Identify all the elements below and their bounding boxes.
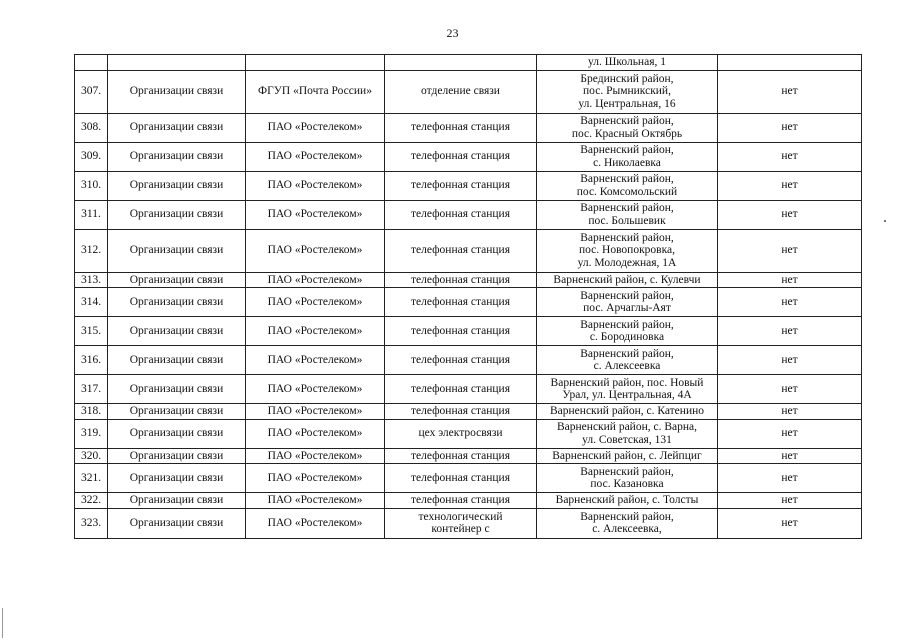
table-row [75,375,862,404]
cell-address-line: Варненский район, с. Варна, [557,421,697,433]
cell-org: ПАО «Ростелеком» [246,448,385,464]
cell-address-line: ул. Центральная, 16 [578,97,676,110]
cell-object: телефонная станция [385,288,537,317]
cell-category: Организации связи [108,171,246,200]
cell-address-line: Варненский район, [580,144,674,156]
cell-address-line: с. Алексеевка, [592,523,662,535]
cell-address [537,464,718,493]
cell-num: 318. [75,404,108,420]
table-row [75,200,862,229]
cell-num: 316. [75,346,108,375]
table-row-continuation [75,55,862,71]
scan-speck [884,220,886,222]
cell-category: Организации связи [108,404,246,420]
cell-num: 319. [75,419,108,448]
cell-object [385,508,537,538]
cell-org: ПАО «Ростелеком» [246,419,385,448]
cell-object: телефонная станция [385,200,537,229]
cell-address-line: с. Алексеевка [593,360,661,372]
cell-category: Организации связи [108,346,246,375]
cell-org: ПАО «Ростелеком» [246,404,385,420]
cell-category: Организации связи [108,229,246,272]
cell-status: нет [718,448,862,464]
cell-num: 307. [75,70,108,113]
cell-address [537,171,718,200]
cell-address-line: Урал, ул. Центральная, 4А [562,389,692,401]
cell-address-line: Варненский район, с. Кулевчи [553,273,701,286]
cell-address [537,70,718,113]
cell-address-line: пос. Казановка [590,478,664,490]
cell-num: 310. [75,171,108,200]
cell-org: ПАО «Ростелеком» [246,288,385,317]
cell-address-line: Варненский район, [580,510,674,523]
cell-address-line: Варненский район, [580,115,674,127]
cell-status: нет [718,317,862,346]
cell-num: 308. [75,113,108,142]
table-row [75,419,862,448]
cell-num: 312. [75,229,108,272]
cell-category: Организации связи [108,142,246,171]
table-row [75,113,862,142]
cell-num [75,55,108,71]
cell-status: нет [718,200,862,229]
cell-org: ПАО «Ростелеком» [246,508,385,538]
cell-status: нет [718,113,862,142]
cell-org: ПАО «Ростелеком» [246,317,385,346]
cell-org: ПАО «Ростелеком» [246,200,385,229]
cell-category: Организации связи [108,464,246,493]
objects-table [74,54,862,539]
cell-org: ПАО «Ростелеком» [246,346,385,375]
table-row [75,171,862,200]
cell-status: нет [718,419,862,448]
cell-address [537,448,718,464]
cell-object: цех электросвязи [385,419,537,448]
cell-object: телефонная станция [385,171,537,200]
cell-address [537,404,718,420]
cell-org: ПАО «Ростелеком» [246,493,385,509]
cell-address [537,508,718,538]
cell-org: ПАО «Ростелеком» [246,464,385,493]
table-row [75,464,862,493]
cell-object: телефонная станция [385,113,537,142]
cell-org: ФГУП «Почта России» [246,70,385,113]
cell-category: Организации связи [108,508,246,538]
cell-address-line: Варненский район, [580,202,674,214]
cell-address [537,493,718,509]
cell-object: телефонная станция [385,404,537,420]
page-number: 23 [446,26,459,40]
table-row [75,229,862,272]
cell-address-line: с. Бородиновка [589,331,665,343]
cell-address-line: Варненский район, [580,289,674,302]
cell-category: Организации связи [108,113,246,142]
cell-status: нет [718,229,862,272]
cell-address-line: ул. Советская, 131 [582,433,672,446]
cell-org: ПАО «Ростелеком» [246,142,385,171]
table-row [75,70,862,113]
cell-category: Организации связи [108,317,246,346]
cell-address [537,200,718,229]
cell-org: ПАО «Ростелеком» [246,113,385,142]
cell-address-line: Варненский район, [580,318,674,331]
cell-object-line: контейнер с [431,523,490,535]
table-row [75,448,862,464]
cell-status [718,55,862,71]
cell-object: телефонная станция [385,229,537,272]
cell-object-line: технологический [418,510,503,523]
cell-address-line: пос. Рымникский, [583,85,671,98]
cell-num: 311. [75,200,108,229]
cell-object: отделение связи [385,70,537,113]
cell-status: нет [718,272,862,288]
cell-num: 320. [75,448,108,464]
cell-status: нет [718,404,862,420]
table-row [75,288,862,317]
cell-status: нет [718,493,862,509]
cell-status: нет [718,346,862,375]
cell-category: Организации связи [108,70,246,113]
cell-address [537,272,718,288]
cell-object: телефонная станция [385,493,537,509]
cell-org: ПАО «Ростелеком» [246,272,385,288]
table-row [75,493,862,509]
cell-category: Организации связи [108,272,246,288]
cell-address-line: пос. Красный Октябрь [571,127,683,140]
cell-address-line: пос. Арчаглы-Аят [583,302,671,314]
table-row [75,142,862,171]
cell-address [537,346,718,375]
cell-address-line: Варненский район, пос. Новый [550,376,704,389]
cell-object: телефонная станция [385,272,537,288]
cell-address-line: Варненский район, [580,347,674,360]
table-row [75,508,862,538]
cell-num: 323. [75,508,108,538]
cell-address-line: пос. Большевик [588,214,666,227]
cell-address-line: с. Николаевка [593,156,661,169]
cell-status: нет [718,288,862,317]
cell-address-line: Варненский район, [580,465,674,478]
cell-address [537,288,718,317]
cell-address-line: Варненский район, с. Толсты [555,494,699,506]
cell-object: телефонная станция [385,317,537,346]
cell-category: Организации связи [108,288,246,317]
table-row [75,346,862,375]
cell-status: нет [718,142,862,171]
cell-category: Организации связи [108,493,246,509]
cell-num: 322. [75,493,108,509]
cell-category: Организации связи [108,448,246,464]
cell-num: 309. [75,142,108,171]
cell-address-line: пос. Комсомольский [576,185,678,198]
cell-status: нет [718,375,862,404]
cell-object: телефонная станция [385,375,537,404]
cell-address-line: ул. Молодежная, 1А [577,256,677,269]
scan-edge-mark [2,608,7,638]
cell-address-line: пос. Новопокровка, [578,244,675,257]
cell-num: 314. [75,288,108,317]
cell-category: Организации связи [108,419,246,448]
cell-status: нет [718,508,862,538]
cell-address [537,142,718,171]
cell-address [537,419,718,448]
cell-org: ПАО «Ростелеком» [246,375,385,404]
cell-object: телефонная станция [385,448,537,464]
cell-num: 317. [75,375,108,404]
cell-address-line: Варненский район, с. Катенино [550,405,704,417]
cell-org: ПАО «Ростелеком» [246,229,385,272]
cell-num: 321. [75,464,108,493]
cell-object: телефонная станция [385,142,537,171]
cell-status: нет [718,70,862,113]
cell-num: 313. [75,272,108,288]
cell-org: ПАО «Ростелеком» [246,171,385,200]
cell-address [537,317,718,346]
cell-object: телефонная станция [385,464,537,493]
cell-address-line: Брединский район, [580,72,674,85]
cell-address [537,229,718,272]
cell-org [246,55,385,71]
cell-address [537,375,718,404]
cell-address-line: Варненский район, [580,231,674,244]
table-row [75,404,862,420]
cell-status: нет [718,171,862,200]
cell-address-line: Варненский район, с. Лейпциг [552,449,702,462]
cell-object: телефонная станция [385,346,537,375]
cell-address [537,113,718,142]
cell-address-line: Варненский район, [580,173,674,185]
cell-num: 315. [75,317,108,346]
cell-category [108,55,246,71]
cell-category: Организации связи [108,200,246,229]
cell-address: ул. Школьная, 1 [537,55,718,71]
table-row [75,272,862,288]
cell-status: нет [718,464,862,493]
cell-category: Организации связи [108,375,246,404]
cell-object [385,55,537,71]
table-row [75,317,862,346]
